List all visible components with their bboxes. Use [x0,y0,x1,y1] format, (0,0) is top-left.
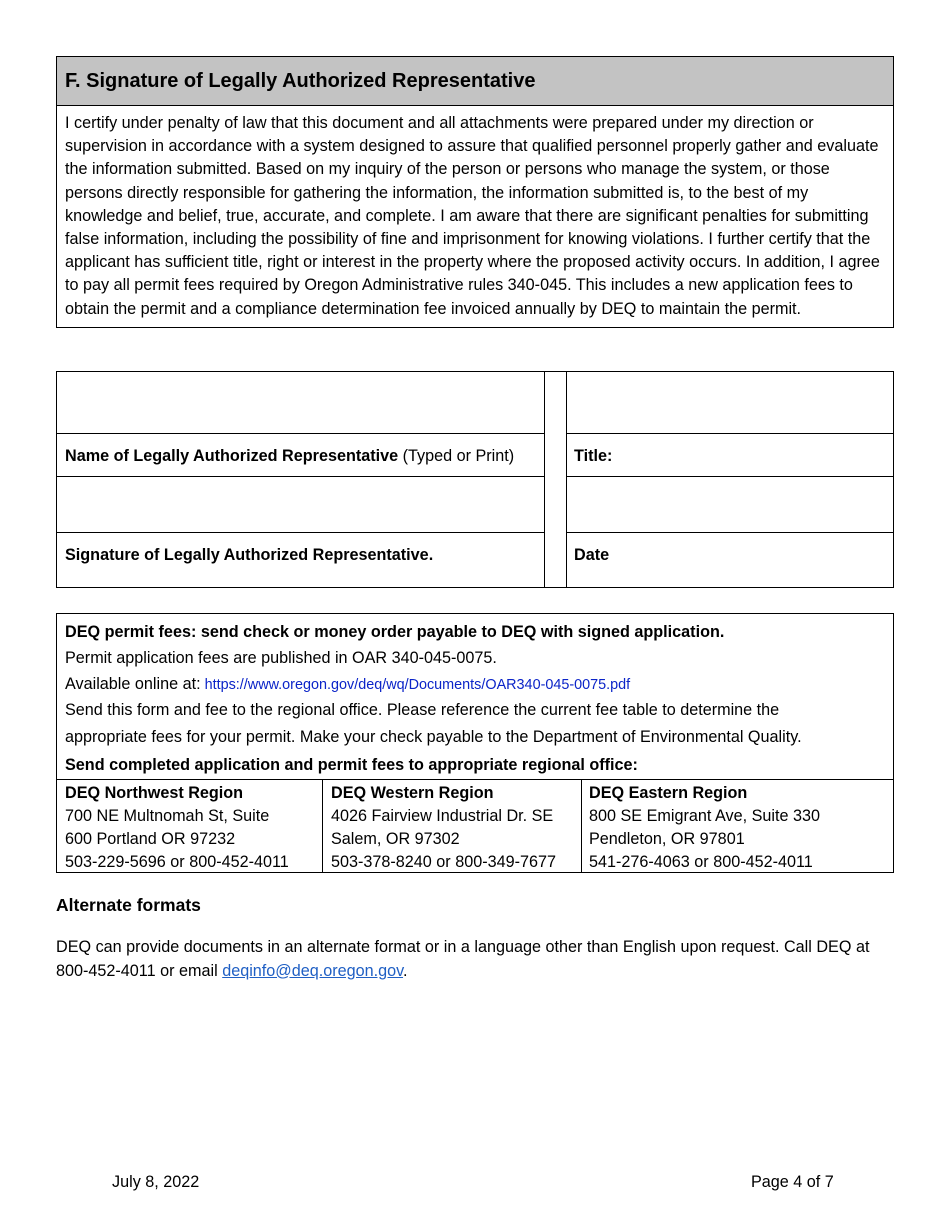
signature-label: Signature of Legally Authorized Representative. [65,546,434,564]
name-label: Name of Legally Authorized Representative (Typed or Print) [65,447,515,465]
name-entry-field[interactable] [57,372,544,433]
footer-date: July 8, 2022 [112,1173,200,1191]
signature-entry-field[interactable] [57,477,544,532]
offices-heading: Send completed application and permit fees to appropriate regional office: [65,756,638,774]
title-entry-field[interactable] [567,372,893,433]
alternate-formats-text: DEQ can provide documents in an alternate format or in a language other than English upon request. Call DEQ at 800-452-4011 or email deqinfo@deq.oregon.gov. [56,938,870,980]
row-divider [566,532,893,533]
permit-fees-box [56,613,894,873]
row-divider [566,433,893,434]
region-western: DEQ Western Region 4026 Fairview Industrial Dr. SE Salem, OR 97302 503-378-8240 or 800-349-7677 [331,784,557,871]
column-divider [581,779,582,872]
region-eastern: DEQ Eastern Region 800 SE Emigrant Ave, Suite 330 Pendleton, OR 97801 541-276-4063 or 800-452-4011 [589,784,820,871]
row-divider [57,779,893,780]
title-label: Title: [574,447,613,465]
fees-online-line: Available online at: https://www.oregon.gov/deq/wq/Documents/OAR340-045-0075.pdf [65,675,631,693]
section-f-certification [56,56,894,328]
email-link[interactable]: deqinfo@deq.oregon.gov [222,961,404,980]
fees-heading: DEQ permit fees: send check or money order payable to DEQ with signed application. [65,623,725,641]
certification-text: I certify under penalty of law that this document and all attachments were prepared under my direction or supervision in accordance with a system designed to assure that qualified personnel properly gather and evaluate the information submitted. Based on my inquiry of the person or persons who manage the system, or those persons directly responsible for gathering the information, the information submitted is, to the best of my knowledge and belief, true, accurate, and complete. I am aware that there are significant penalties for submitting false information, including the possibility of fine and imprisonment for knowing violations. I further certify that the applicant has sufficient title, right or interest in the property where the proposed activity occurs. In addition, I agree to pay all permit fees required by Oregon Administrative rules 340-045. This includes a new application fees to obtain the permit and a compliance determination fee invoiced annually by DEQ to maintain the permit. [65,114,880,318]
alternate-formats-heading: Alternate formats [56,895,201,915]
fees-published-text: Permit application fees are published in OAR 340-045-0075. [65,649,497,667]
fees-send-text: appropriate fees for your permit. Make your check payable to the Department of Environmental Quality. [65,728,802,746]
oar-document-link[interactable]: https://www.oregon.gov/deq/wq/Documents/OAR340-045-0075.pdf [200,677,631,693]
row-divider [57,433,544,434]
fees-send-text: Send this form and fee to the regional office. Please reference the current fee table to determine the [65,701,780,719]
row-divider [57,532,544,533]
section-f-title: F. Signature of Legally Authorized Representative [57,57,893,106]
date-label: Date [574,546,610,564]
region-northwest: DEQ Northwest Region 700 NE Multnomah St, Suite 600 Portland OR 97232 503-229-5696 or 800-452-4011 [65,784,289,871]
date-entry-field[interactable] [567,477,893,532]
signature-table [56,371,894,588]
footer-page-number: Page 4 of 7 [751,1173,834,1191]
column-divider [322,779,323,872]
column-divider [544,372,545,587]
